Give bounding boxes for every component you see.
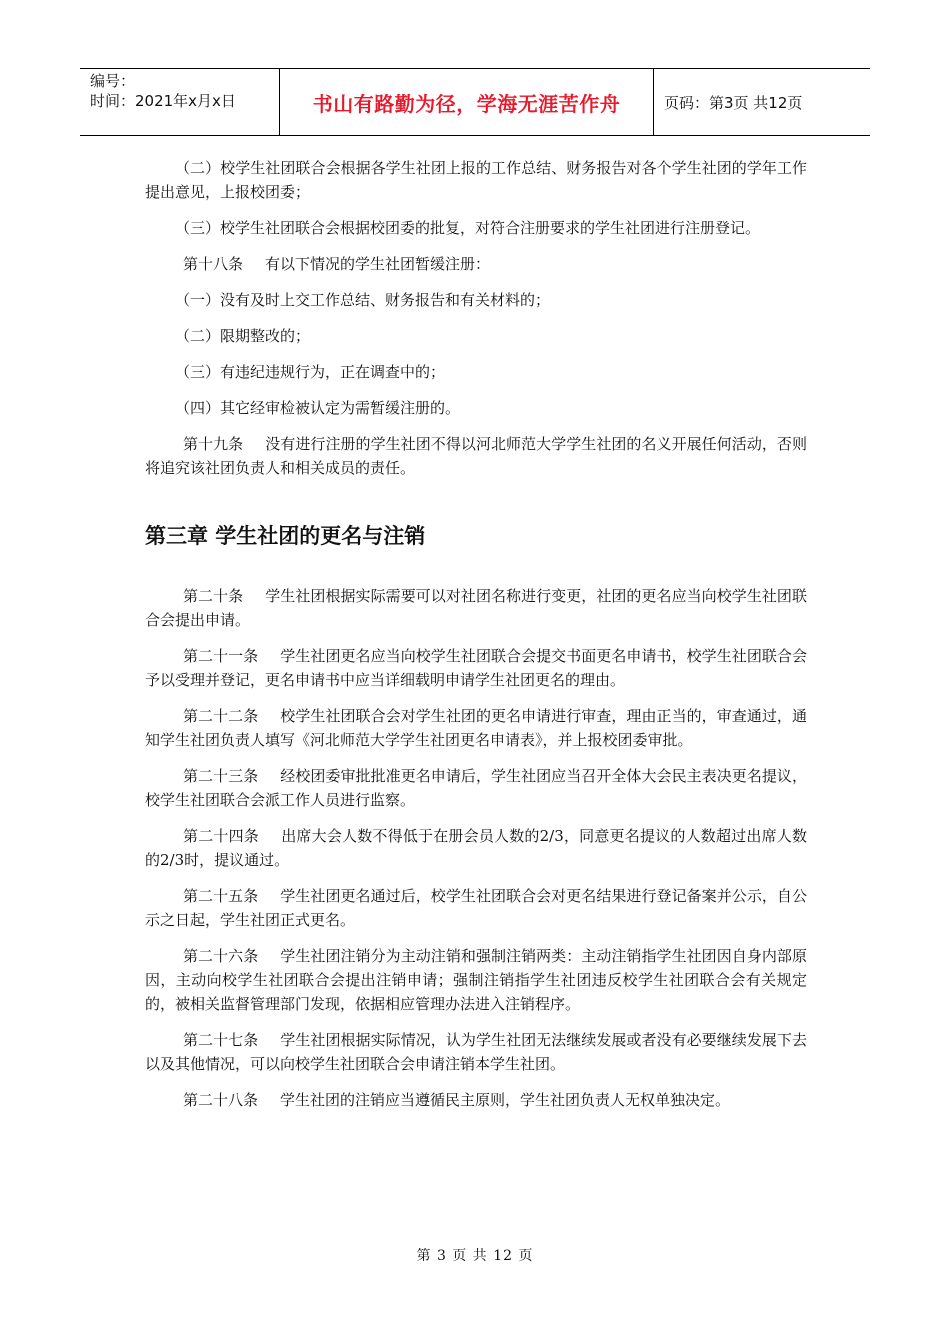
paragraph-text: （四）其它经审检被认定为需暂缓注册的。: [175, 399, 461, 417]
article-28: [145, 1088, 807, 1112]
article-number: 第十九条: [183, 435, 244, 453]
paragraph: [145, 216, 807, 240]
article-number: 第十八条: [183, 255, 244, 273]
paragraph-text: （二）限期整改的；: [175, 327, 311, 345]
chapter-title: 第三章 学生社团的更名与注销: [145, 524, 426, 548]
article-number: 第二十条: [183, 587, 244, 605]
article-20: [145, 584, 807, 632]
article-number: 第二十七条: [183, 1031, 259, 1049]
article-text: 校学生社团联合会对学生社团的更名申请进行审查，理由正当的，审查通过，通知学生社团负责人填写《河北师范大学学生社团更名申请表》，并上报校团委审批。: [145, 707, 807, 749]
article-text: 经校团委审批批准更名申请后，学生社团应当召开全体大会民主表决更名提议，校学生社团联合会派工作人员进行监察。: [145, 767, 807, 809]
article-24: [145, 824, 807, 872]
article-18: [145, 252, 807, 276]
article-text: 学生社团更名应当向校学生社团联合会提交书面更名申请书，校学生社团联合会予以受理并登记，更名申请书中应当详细载明申请学生社团更名的理由。: [145, 647, 807, 689]
article-number: 第二十四条: [183, 827, 260, 845]
article-22: [145, 704, 807, 752]
article-27: [145, 1028, 807, 1076]
article-number: 第二十八条: [183, 1091, 259, 1109]
header-page-info: 页码：第3页 共12页: [664, 93, 803, 112]
article-23: [145, 764, 807, 812]
article-text: 学生社团的注销应当遵循民主原则，学生社团负责人无权单独决定。: [280, 1091, 731, 1109]
paragraph-text: （一）没有及时上交工作总结、财务报告和有关材料的；: [175, 291, 551, 309]
paragraph-text: （三）有违纪违规行为，正在调查中的；: [175, 363, 446, 381]
article-number: 第二十五条: [183, 887, 259, 905]
page-header: [80, 68, 870, 136]
paragraph-text: （三）校学生社团联合会根据校团委的批复，对符合注册要求的学生社团进行注册登记。: [175, 219, 761, 237]
page-footer: 第 3 页 共 12 页: [416, 1248, 534, 1264]
article-text: 出席大会人数不得低于在册会员人数的2/3，同意更名提议的人数超过出席人数的2/3时，提议通过。: [145, 827, 807, 869]
article-26: [145, 944, 807, 1016]
list-item: [145, 288, 807, 312]
paragraph: [145, 156, 807, 204]
article-text: 学生社团根据实际情况，认为学生社团无法继续发展或者没有必要继续发展下去以及其他情况，可以向校学生社团联合会申请注销本学生社团。: [145, 1031, 807, 1073]
article-number: 第二十三条: [183, 767, 259, 785]
article-number: 第二十二条: [183, 707, 259, 725]
article-number: 第二十一条: [183, 647, 259, 665]
article-21: [145, 644, 807, 692]
article-number: 第二十六条: [183, 947, 259, 965]
article-19: [145, 432, 807, 480]
article-text: 学生社团根据实际需要可以对社团名称进行变更，社团的更名应当向校学生社团联合会提出申请。: [145, 587, 807, 629]
list-item: [145, 396, 807, 420]
article-text: 学生社团注销分为主动注销和强制注销两类：主动注销指学生社团因自身内部原因，主动向校学生社团联合会提出注销申请；强制注销指学生社团违反校学生社团联合会有关规定的，被相关监督管理部门发现，依据相应管理办法进入注销程序。: [145, 947, 807, 1013]
list-item: [145, 360, 807, 384]
header-motto: 书山有路勤为径，学海无涯苦作舟: [280, 69, 654, 135]
article-25: [145, 884, 807, 932]
header-meta: [80, 69, 280, 135]
article-text: 学生社团更名通过后，校学生社团联合会对更名结果进行登记备案并公示，自公示之日起，学生社团正式更名。: [145, 887, 807, 929]
article-text: 有以下情况的学生社团暂缓注册：: [265, 255, 491, 273]
time-label: 时间：2021年x月x日: [90, 92, 236, 110]
document-body: [145, 156, 807, 1124]
list-item: [145, 324, 807, 348]
article-text: 没有进行注册的学生社团不得以河北师范大学学生社团的名义开展任何活动，否则将追究该社团负责人和相关成员的责任。: [145, 435, 807, 477]
code-label: 编号：: [90, 72, 136, 90]
paragraph-text: （二）校学生社团联合会根据各学生社团上报的工作总结、财务报告对各个学生社团的学年工作提出意见，上报校团委；: [145, 159, 807, 201]
